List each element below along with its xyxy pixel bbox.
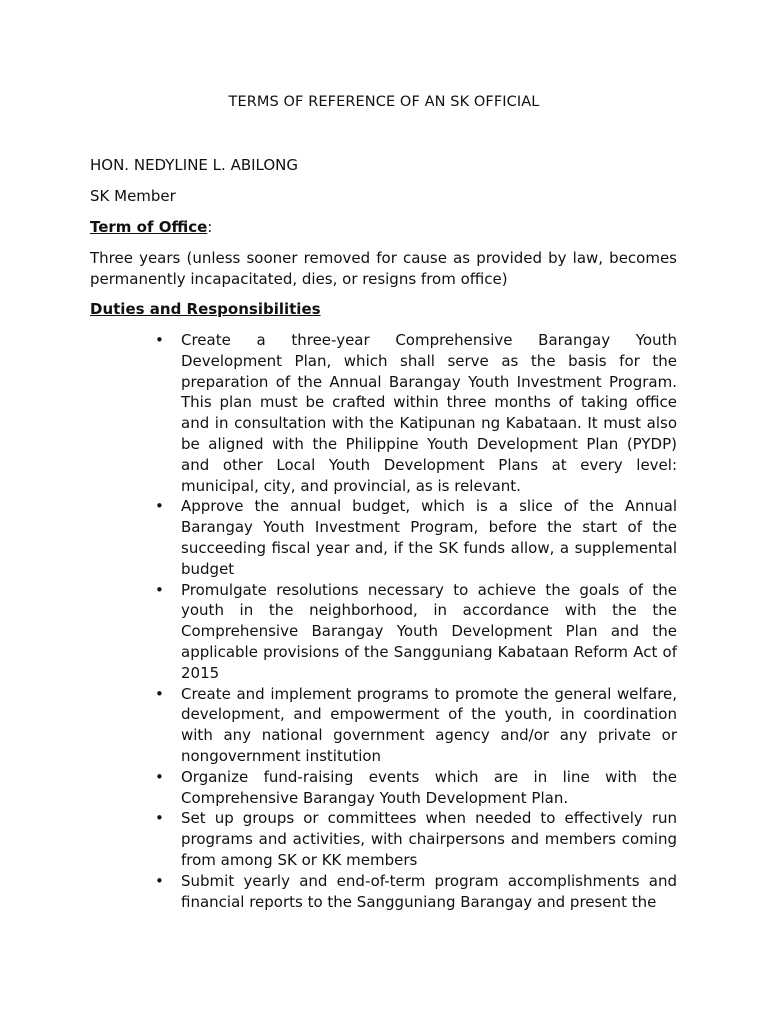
duty-text: Promulgate resolutions necessary to achieve the goals of the youth in the neighborhood, in accordance with the the Comprehensive Barangay Youth Development Plan and the applicable provisions of the Sangguniang Kabataan Reform Act of 2015 [181,580,677,682]
duty-text: Approve the annual budget, which is a slice of the Annual Barangay Youth Investment Program, before the start of the succeeding fiscal year and, if the SK funds allow, a supplemental budget [181,497,677,578]
bullet-icon: • [155,497,164,516]
bullet-icon: • [155,871,164,890]
duty-text: Create a three-year Comprehensive Barangay Youth Development Plan, which shall serve as the basis for the preparation of the Annual Barangay Youth Investment Program. This plan must be crafted within three months of taking office and in consultation with the Katipunan ng Kabataan. It must also be aligned with the Philippine Youth Development Plan (PYDP) and other Local Youth Development Plans at every level: municipal, city, and provincial, as is relevant. [181,331,677,495]
bullet-icon: • [155,580,164,599]
bullet-icon: • [155,684,164,703]
official-name: HON. NEDYLINE L. ABILONG [90,156,299,174]
duty-text: Set up groups or committees when needed to effectively run programs and activities, with chairpersons and members coming from among SK or KK members [181,809,677,869]
duties-list [0,330,677,912]
term-of-office-colon: : [207,218,213,236]
bullet-icon: • [155,767,164,786]
duty-item [155,767,677,809]
duty-item [155,496,677,579]
duty-text: Create and implement programs to promote the general welfare, development, and empowerment of the youth, in coordination with any national government agency and/or any private or nongovernment institution [181,684,677,765]
duty-item [155,871,677,913]
document-title: TERMS OF REFERENCE OF AN SK OFFICIAL [228,94,540,110]
duty-text: Organize fund-raising events which are in line with the Comprehensive Barangay Youth Development Plan. [181,767,677,807]
term-of-office-heading [90,217,212,237]
official-position: SK Member [90,187,176,205]
bullet-icon: • [155,331,164,349]
bullet-icon: • [155,809,164,828]
duty-item [155,330,677,496]
duty-item [155,580,677,684]
term-of-office-label: Term of Office [90,218,208,236]
duty-item [155,808,677,870]
duties-heading: Duties and Responsibilities [90,300,321,318]
duty-text: Submit yearly and end-of-term program accomplishments and financial reports to the Sangguniang Barangay and present the [181,871,677,911]
term-of-office-text: Three years (unless sooner removed for cause as provided by law, becomes permanently incapacitated, dies, or resigns from office) [90,249,677,288]
duty-item [155,684,677,767]
